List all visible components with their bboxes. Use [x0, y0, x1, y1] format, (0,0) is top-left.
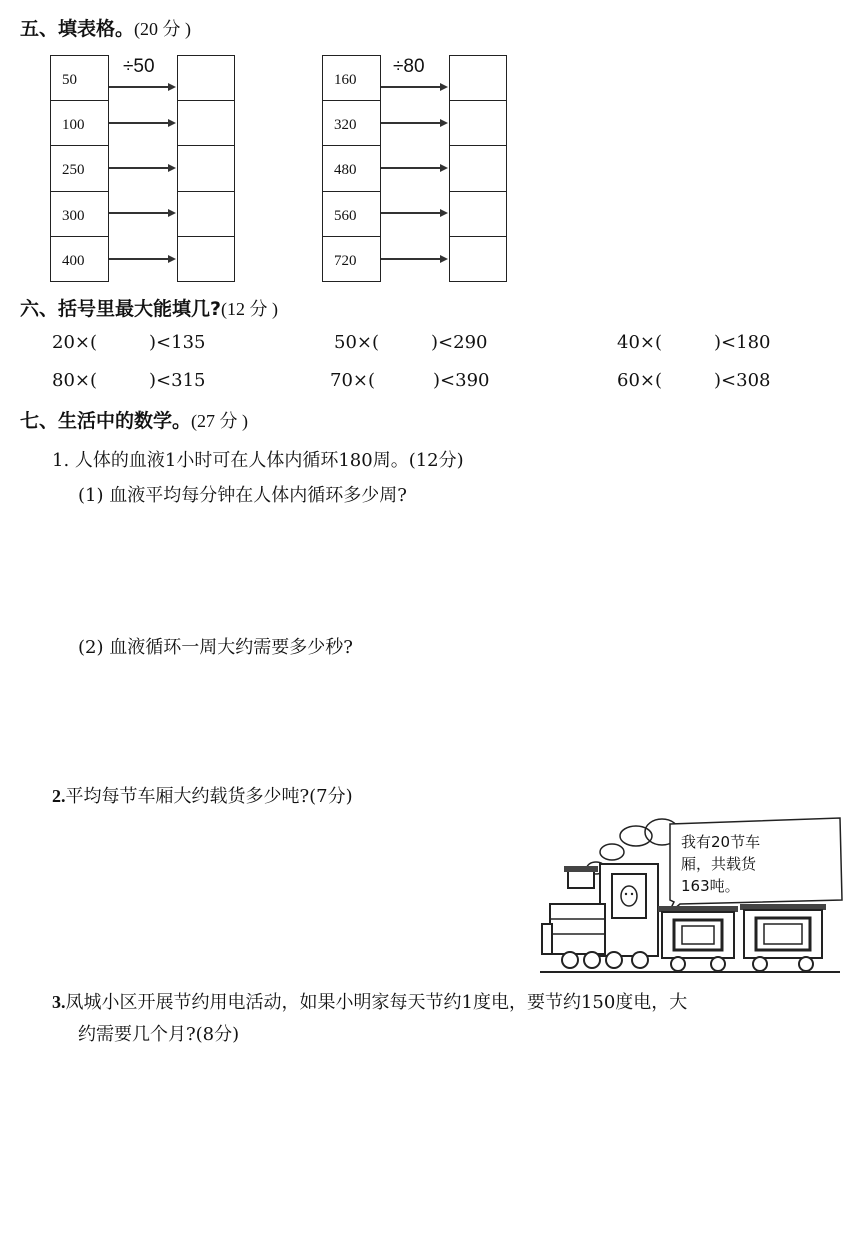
- answer-cell[interactable]: [450, 146, 506, 191]
- question-2-text: 平均每节车厢大约载货多少吨?(7分): [65, 786, 353, 807]
- question-3-line-2: 约需要几个月?(8分): [78, 1024, 240, 1045]
- input-column: [50, 55, 109, 282]
- arrow-icon: [109, 212, 174, 214]
- answer-cell[interactable]: [178, 146, 234, 191]
- question-2-number: 2.: [52, 786, 66, 806]
- section5-points: (20 分 ): [134, 19, 192, 39]
- question-1: 1. 人体的血液1小时可在人体内循环180周。(12分): [52, 450, 464, 471]
- section6-heading: [20, 294, 278, 321]
- input-cell: 480: [323, 146, 380, 191]
- input-cell: 560: [323, 192, 380, 237]
- question-3-number: 3.: [52, 992, 66, 1012]
- answer-cell[interactable]: [178, 192, 234, 237]
- section5-heading: [20, 14, 191, 41]
- input-column: [322, 55, 381, 282]
- arrow-icon: [109, 86, 174, 88]
- input-cell: 300: [51, 192, 108, 237]
- operator-label: ÷80: [393, 56, 425, 77]
- arrow-icon: [381, 167, 446, 169]
- question-3: [52, 988, 687, 1014]
- input-cell: 320: [323, 101, 380, 146]
- arrow-icon: [381, 122, 446, 124]
- question-2: [52, 782, 353, 808]
- section6-points: (12 分 ): [221, 299, 279, 319]
- question-1-part-1: (1) 血液平均每分钟在人体内循环多少周?: [78, 485, 407, 506]
- inequality-item: 20×( )<135: [52, 332, 206, 353]
- answer-column: [177, 55, 235, 282]
- input-cell: 400: [62, 252, 85, 269]
- division-table-left: [50, 55, 250, 285]
- arrow-icon: [381, 258, 446, 260]
- answer-column: [449, 55, 507, 282]
- answer-cell[interactable]: [450, 237, 506, 282]
- arrow-icon: [109, 122, 174, 124]
- question-1-part-2: (2) 血液循环一周大约需要多少秒?: [78, 637, 353, 658]
- input-cell: 160: [323, 56, 380, 101]
- input-cell: 100: [51, 101, 108, 146]
- arrow-icon: [109, 167, 174, 169]
- answer-cell[interactable]: [178, 56, 234, 101]
- input-cell: 50: [51, 56, 108, 101]
- answer-cell[interactable]: [450, 56, 506, 101]
- section7-heading: [20, 406, 248, 433]
- input-cell: 250: [51, 146, 108, 191]
- inequality-item: 80×( )<315: [52, 370, 206, 391]
- operator-label: ÷50: [123, 56, 155, 77]
- section5-title: 五、填表格。: [20, 18, 135, 40]
- speech-bubble-text: 我有20节车 厢，共载货 163吨。: [681, 833, 761, 895]
- arrow-icon: [109, 258, 174, 260]
- inequality-item: 40×( )<180: [617, 332, 771, 353]
- answer-cell[interactable]: [450, 192, 506, 237]
- input-cell: 720: [334, 252, 357, 269]
- arrow-icon: [381, 212, 446, 214]
- train-illustration: [540, 814, 845, 974]
- division-table-right: [322, 55, 522, 285]
- inequality-item: 70×( )<390: [330, 370, 490, 391]
- answer-cell[interactable]: [178, 101, 234, 146]
- arrow-icon: [381, 86, 446, 88]
- inequality-item: 50×( )<290: [334, 332, 488, 353]
- question-3-line-1: 凤城小区开展节约用电活动，如果小明家每天节约1度电，要节约150度电，大: [65, 992, 688, 1013]
- section7-points: (27 分 ): [191, 411, 249, 431]
- section7-title: 七、生活中的数学。: [20, 410, 192, 432]
- inequality-item: 60×( )<308: [617, 370, 771, 391]
- answer-cell[interactable]: [450, 101, 506, 146]
- section6-title: 六、括号里最大能填几?: [20, 298, 222, 320]
- answer-cell[interactable]: [178, 237, 234, 282]
